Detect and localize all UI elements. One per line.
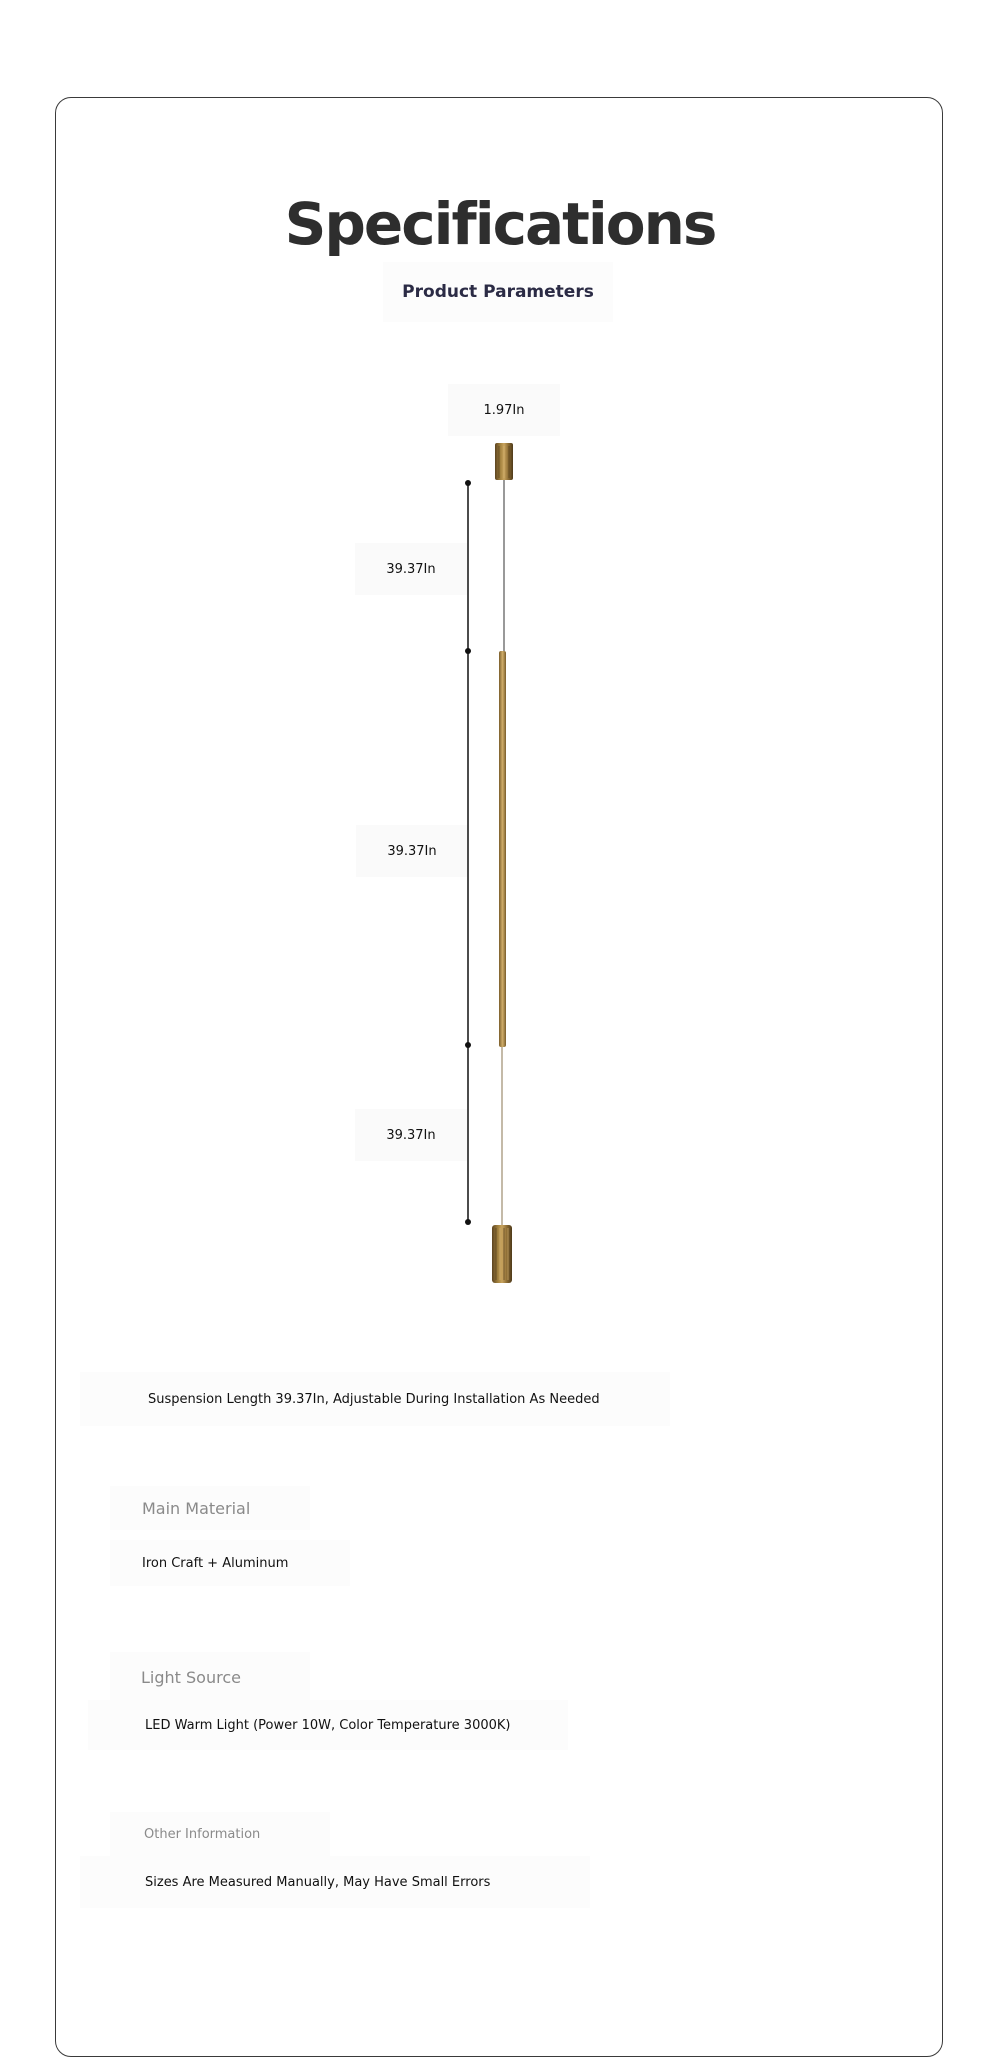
light-label: Light Source xyxy=(141,1667,241,1687)
dimension-line xyxy=(465,480,471,1225)
light-rod xyxy=(499,651,506,1047)
other-label-box xyxy=(110,1812,330,1856)
dimension-middle-length-label: 39.37In xyxy=(387,843,437,859)
other-label: Other Information xyxy=(144,1826,261,1842)
light-label-box xyxy=(110,1652,310,1702)
page-subtitle: Product Parameters xyxy=(402,282,594,302)
material-value-box xyxy=(110,1540,350,1586)
bottom-pendant xyxy=(492,1225,512,1283)
light-value-box xyxy=(88,1700,568,1750)
other-value-box xyxy=(80,1856,590,1908)
ceiling-canopy xyxy=(495,443,513,480)
material-label: Main Material xyxy=(142,1498,251,1518)
light-value: LED Warm Light (Power 10W, Color Temperature 3000K) xyxy=(145,1717,511,1733)
material-label-box xyxy=(110,1486,310,1530)
dimension-top-width-label: 1.97In xyxy=(483,402,525,418)
suspension-note xyxy=(80,1372,670,1426)
page-title: Specifications xyxy=(284,190,716,258)
dimension-lower-length-label: 39.37In xyxy=(386,1127,436,1143)
dimension-upper-length-label: 39.37In xyxy=(386,561,436,577)
other-value: Sizes Are Measured Manually, May Have Small Errors xyxy=(145,1874,491,1890)
suspension-note-text: Suspension Length 39.37In, Adjustable During Installation As Needed xyxy=(148,1391,600,1407)
material-value: Iron Craft + Aluminum xyxy=(142,1555,289,1571)
